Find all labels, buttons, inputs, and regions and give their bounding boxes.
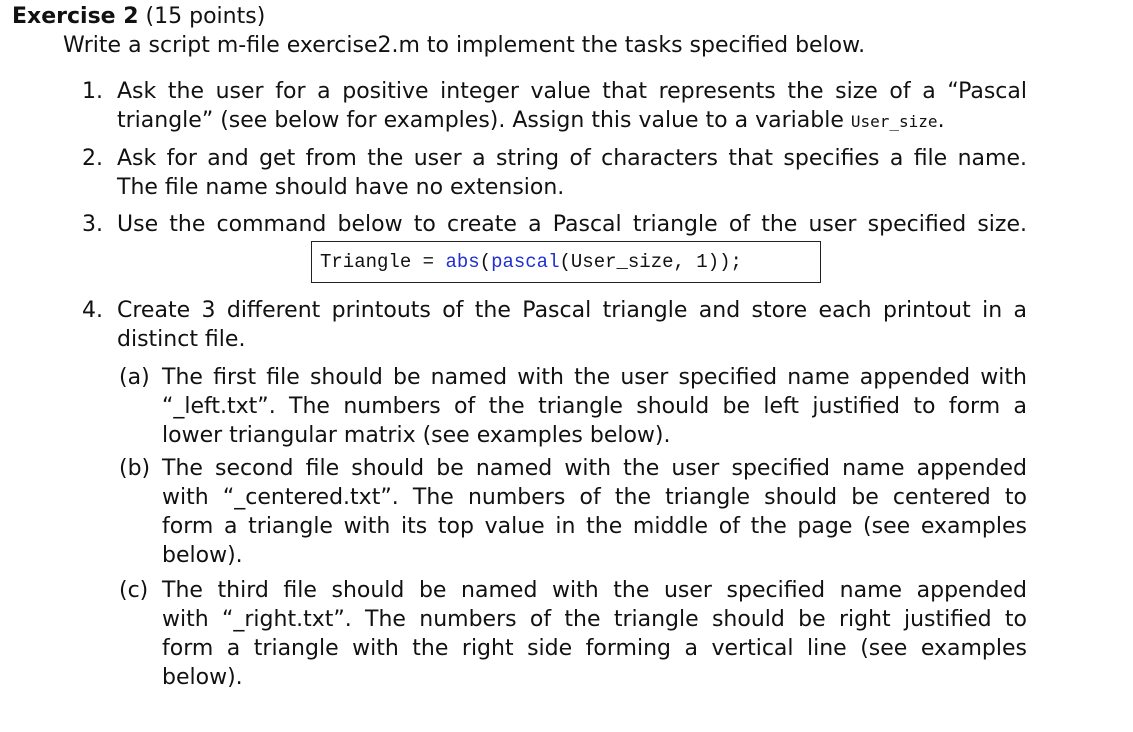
subitem-b-line-1: The second file should be named with the user specified name appended xyxy=(162,456,1027,481)
item-2-line-1: Ask for and get from the user a string of characters that specifies a file name. xyxy=(117,146,1027,171)
code-eq: = xyxy=(411,251,446,273)
item-4-line-1: Create 3 different printouts of the Pascal triangle and store each printout in a xyxy=(117,298,1027,323)
subitem-a-line-2: “_left.txt”. The numbers of the triangle should be left justified to form a xyxy=(162,394,1027,419)
user-size-code: User_size xyxy=(850,112,938,131)
item-3-number: 3. xyxy=(82,212,103,237)
item-1-line-2-end: . xyxy=(937,108,945,133)
exercise-title: Exercise 2 xyxy=(12,4,139,29)
code-args: (User_size, 1)); xyxy=(559,251,742,273)
code-var: Triangle xyxy=(320,251,412,273)
item-4-number: 4. xyxy=(82,298,103,323)
exercise-intro: Write a script m-file exercise2.m to implement the tasks specified below. xyxy=(63,33,866,58)
subitem-c-line-4: below). xyxy=(162,665,243,690)
subitem-b-line-2: with “_centered.txt”. The numbers of the triangle should be centered to xyxy=(162,485,1027,510)
subitem-c-line-2: with “_right.txt”. The numbers of the triangle should be right justified to xyxy=(162,607,1027,632)
item-3-line-1: Use the command below to create a Pascal triangle of the user specified size. xyxy=(117,212,1027,237)
code-fn-pascal: pascal xyxy=(491,251,560,273)
subitem-c-line-1: The third file should be named with the user specified name appended xyxy=(162,578,1027,603)
code-box xyxy=(311,241,821,283)
code-fn-abs: abs xyxy=(445,251,480,273)
subitem-c-line-3: form a triangle with the right side forming a vertical line (see examples xyxy=(162,636,1027,661)
item-1-line-2-text: triangle” (see below for examples). Assign this value to a variable xyxy=(117,108,851,133)
subitem-b-line-4: below). xyxy=(162,543,243,568)
subitem-c-label: (c) xyxy=(119,578,149,603)
item-4-line-2: distinct file. xyxy=(117,327,246,352)
subitem-b-label: (b) xyxy=(119,456,151,481)
exercise-points: (15 points) xyxy=(138,4,266,29)
subitem-a-line-3: lower triangular matrix (see examples below). xyxy=(162,423,671,448)
item-2-line-2: The file name should have no extension. xyxy=(117,175,565,200)
subitem-b-line-3: form a triangle with its top value in the middle of the page (see examples xyxy=(162,514,1027,539)
item-1-number: 1. xyxy=(82,79,103,104)
code-paren: ( xyxy=(479,251,492,273)
item-1-line-1: Ask the user for a positive integer value that represents the size of a “Pascal xyxy=(117,79,1027,104)
subitem-a-label: (a) xyxy=(119,365,150,390)
subitem-a-line-1: The first file should be named with the user specified name appended with xyxy=(162,365,1027,390)
item-1-line-2 xyxy=(117,106,945,136)
item-2-number: 2. xyxy=(82,146,103,171)
exercise-heading xyxy=(12,2,265,31)
